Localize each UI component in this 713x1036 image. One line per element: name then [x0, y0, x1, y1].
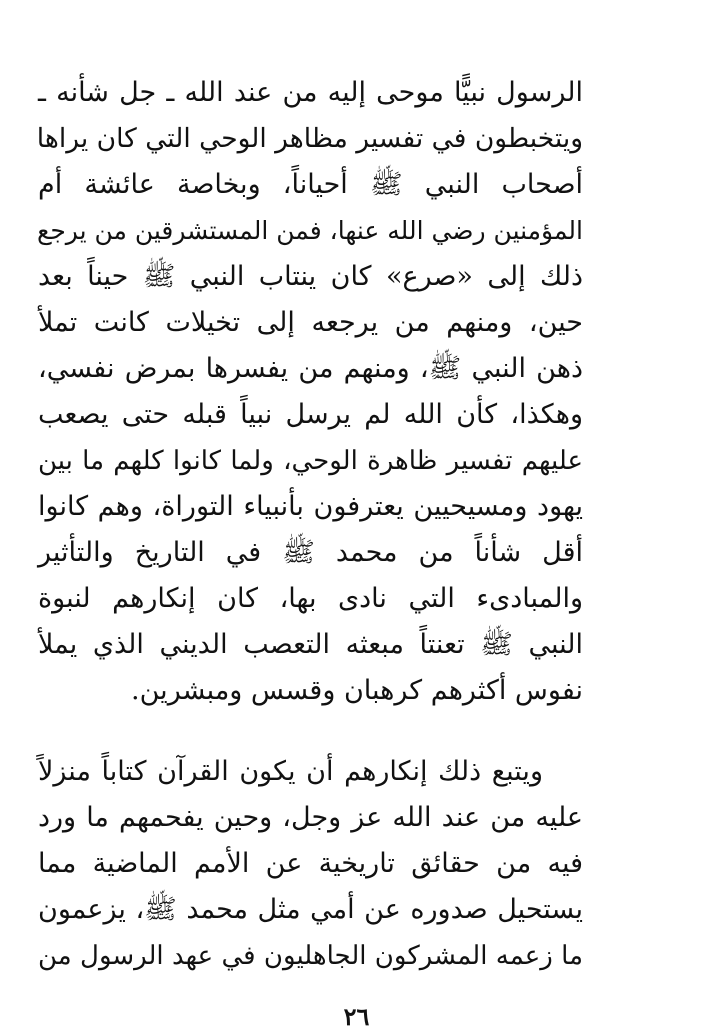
text-line: ذهن النبي ﷺ، ومنهم من يفسرها بمرض نفسي، [38, 353, 583, 384]
text-line: ويتخبطون في تفسير مظاهر الوحي التي كان يراها [36, 123, 583, 154]
text-line: والمبادىء التي نادى بها، كان إنكارهم لنبوة [38, 583, 583, 614]
text-line: أقل شأناً من محمد ﷺ في التاريخ والتأثير [38, 537, 583, 568]
text-line: وهكذا، كأن الله لم يرسل نبياً قبله حتى يصعب [38, 399, 583, 430]
text-line: عليه من عند الله عز وجل، وحين يفحمهم ما ورد [38, 802, 583, 833]
text-line: فيه من حقائق تاريخية عن الأمم الماضية مما [38, 848, 583, 879]
paragraph-1 [38, 70, 583, 714]
paragraph-2 [38, 749, 583, 979]
text-line: المؤمنين رضي الله عنها، فمن المستشرقين من يرجع [37, 216, 583, 245]
text-line: ذلك إلى «صرع» كان ينتاب النبي ﷺ حيناً بعد [38, 261, 583, 292]
text-line: الرسول نبيًّا موحى إليه من عند الله ـ جل شأنه ـ [38, 77, 583, 108]
text-line: نفوس أكثرهم كرهبان وقسس ومبشرين. [131, 675, 583, 706]
text-line: ويتبع ذلك إنكارهم أن يكون القرآن كتاباً منزلاً [38, 756, 543, 787]
text-line: يهود ومسيحيين يعترفون بأنبياء التوراة، وهم كانوا [38, 491, 583, 522]
text-line: عليهم تفسير ظاهرة الوحي، ولما كانوا كلهم ما بين [38, 446, 583, 476]
text-line: أصحاب النبي ﷺ أحياناً، وبخاصة عائشة أم [38, 169, 583, 200]
text-line: ما زعمه المشركون الجاهليون في عهد الرسول من [38, 941, 583, 971]
text-line: حين، ومنهم من يرجعه إلى تخيلات كانت تملأ [38, 307, 583, 338]
page-number: ٢٦ [343, 1002, 370, 1031]
text-line: النبي ﷺ تعنتاً مبعثه التعصب الديني الذي يملأ [38, 629, 583, 660]
text-line: يستحيل صدوره عن أمي مثل محمد ﷺ، يزعمون [38, 894, 583, 925]
